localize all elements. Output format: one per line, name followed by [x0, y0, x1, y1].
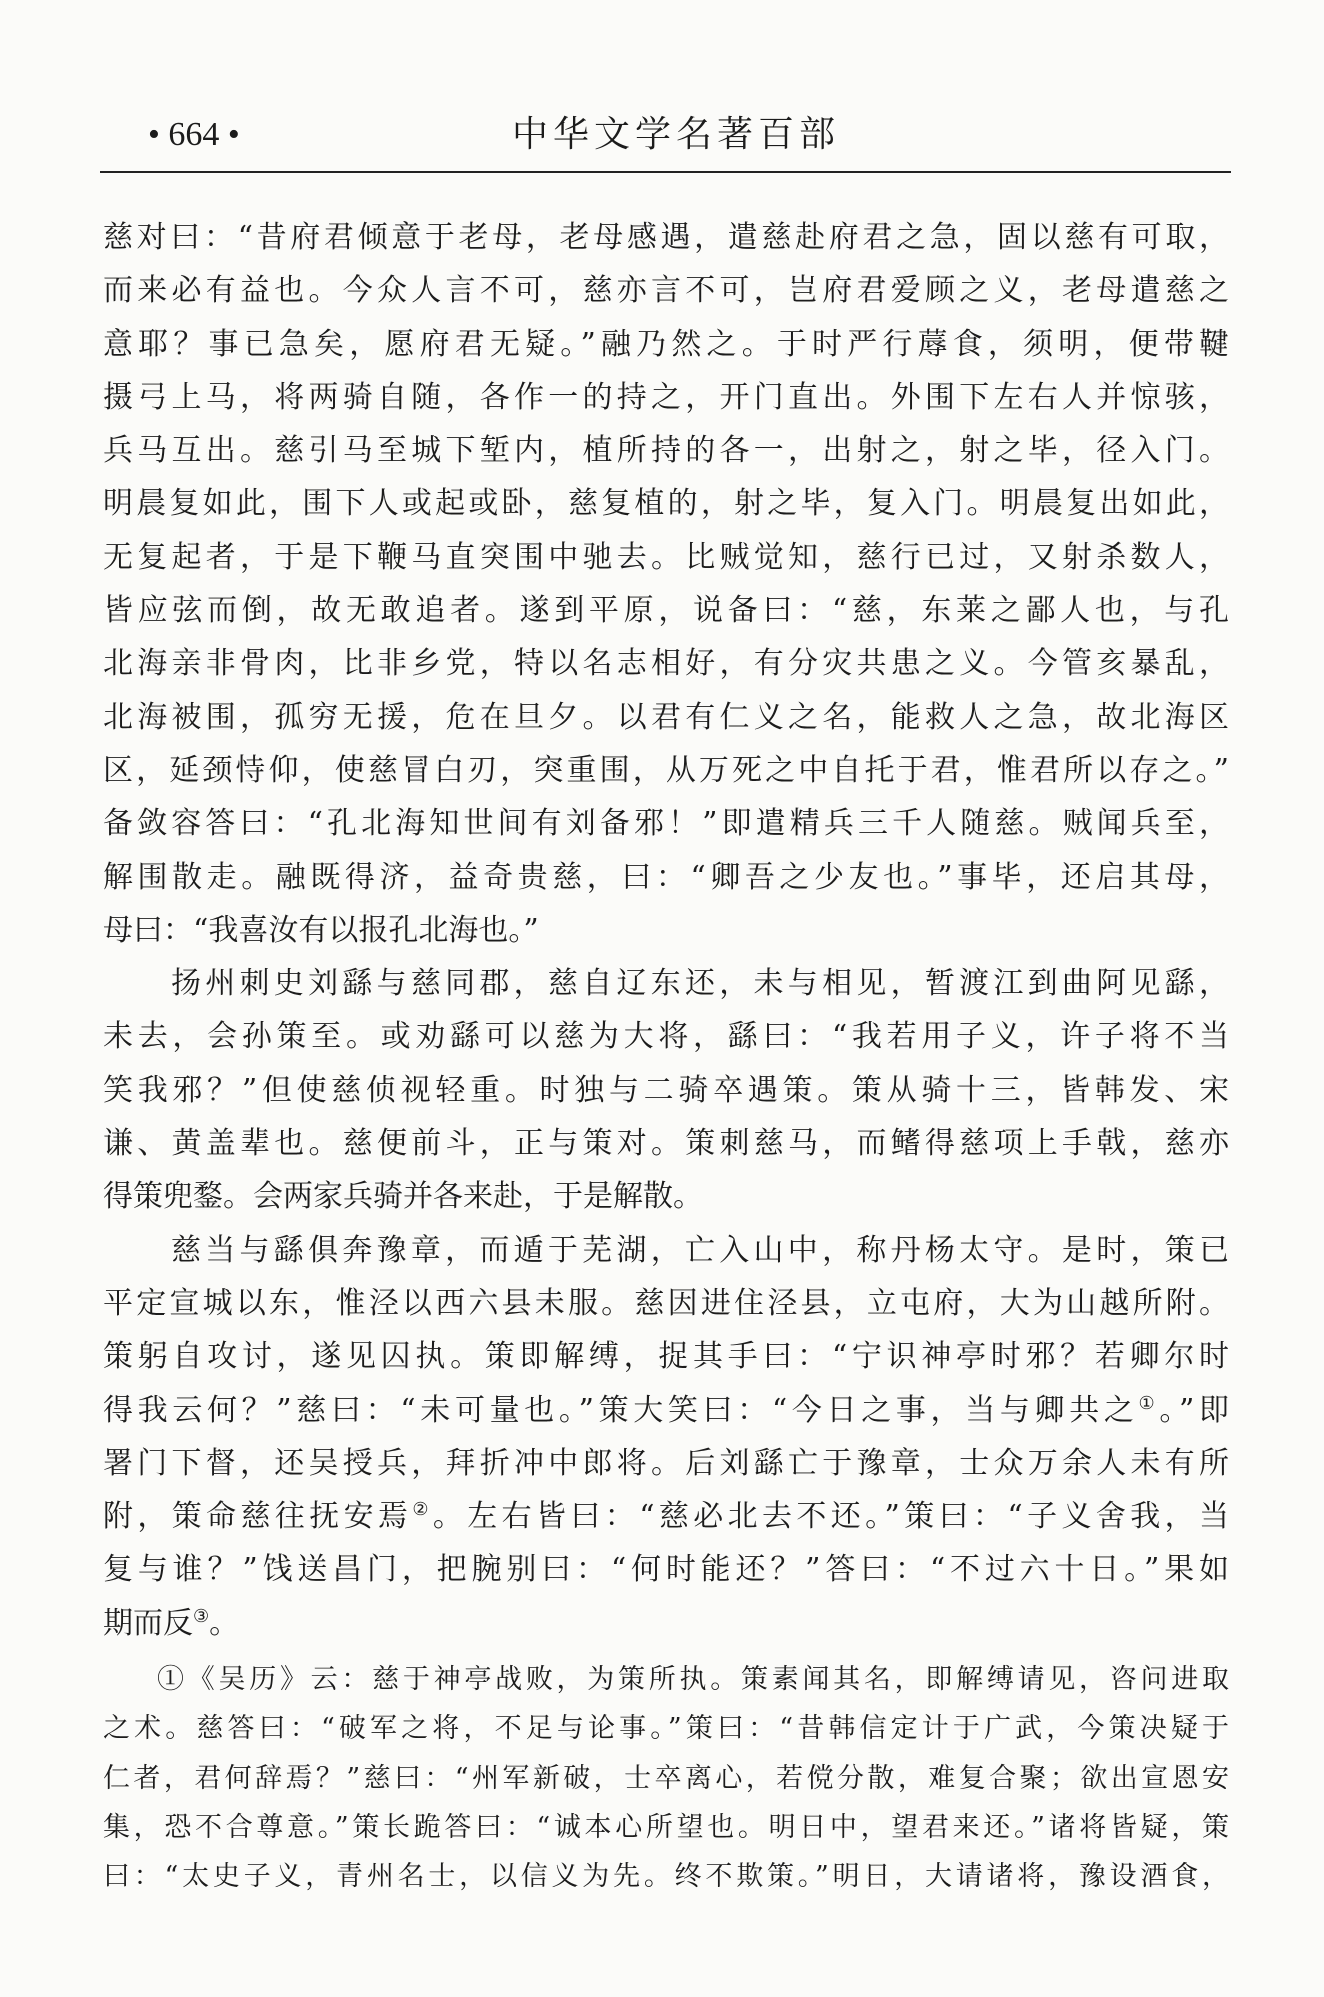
body-line: 备敛容答曰：“孔北海知世间有刘备邪！”即遣精兵三千人随慈。贼闻兵至，	[103, 806, 1229, 842]
body-line: 慈对曰：“昔府君倾意于老母，老母感遇，遣慈赴府君之急，固以慈有可取，	[103, 220, 1229, 255]
body-line: 意耶？事已急矣，愿府君无疑。”融乃然之。于时严行蓐食，须明，便带鞬	[103, 326, 1229, 362]
book-title: 中华文学名著百部	[512, 114, 841, 155]
footnote-line: 集，恐不合尊意。”策长跪答曰：“诚本心所望也。明日中，望君来还。”诸将皆疑，策	[103, 1811, 1229, 1843]
body-line: 而来必有益也。今众人言不可，慈亦言不可，岂府君爱顾之义，老母遣慈之	[103, 273, 1229, 309]
body-line	[103, 1490, 1229, 1543]
footnote-line: ①《吴历》云：慈于神亭战败，为策所执。策素闻其名，即解缚请见，咨问进取	[157, 1664, 1229, 1695]
body-line: 区，延颈恃仰，使慈冒白刃，突重围，从万死之中自托于君，惟君所以存之。”	[103, 752, 1229, 788]
body-line-text: 。	[209, 1605, 240, 1641]
body-line: 解围散走。融既得济，益奇贵慈，曰：“卿吾之少友也。”事毕，还启其母，	[103, 859, 1229, 895]
footnote-marker: ②	[412, 1499, 433, 1521]
body-line-paragraph-start: 慈当与繇俱奔豫章，而遁于芜湖，亡入山中，称丹杨太守。是时，策已	[171, 1232, 1229, 1268]
body-line-text: 。左右皆曰：“慈必北去不还。”策曰：“子义舍我，当	[432, 1499, 1229, 1535]
footnote-marker: ③	[193, 1605, 210, 1627]
footnote-line: 仁者，君何辞焉？”慈曰：“州军新破，士卒离心，若傥分散，难复合聚；欲出宣恩安	[103, 1762, 1229, 1794]
body-line: 皆应弦而倒，故无敢追者。遂到平原，说备曰：“慈，东莱之鄙人也，与孔	[103, 593, 1229, 629]
body-line: 复与谁？”饯送昌门，把腕别曰：“何时能还？”答曰：“不过六十日。”果如	[103, 1552, 1229, 1588]
body-line-text: 。”即	[1159, 1392, 1229, 1428]
body-line-paragraph-end: 母曰：“我喜汝有以报孔北海也。”	[103, 912, 539, 948]
body-line: 平定宣城以东，惟泾以西六县未服。慈因进住泾县，立屯府，大为山越所附。	[103, 1285, 1229, 1321]
body-line: 北海被围，孤穷无援，危在旦夕。以君有仁义之名，能救人之急，故北海区	[103, 699, 1229, 735]
footnote-line: 之术。慈答曰：“破军之将，不足与论事。”策曰：“昔韩信定计于广武，今策决疑于	[103, 1713, 1229, 1745]
body-line: 未去，会孙策至。或劝繇可以慈为大将，繇曰：“我若用子义，许子将不当	[103, 1019, 1229, 1055]
body-line-text: 附，策命慈往抚安焉	[103, 1499, 413, 1535]
body-line-text: 得我云何？”慈曰：“未可量也。”策大笑曰：“今日之事，当与卿共之	[103, 1392, 1139, 1428]
body-line: 明晨复如此，围下人或起或卧，慈复植的，射之毕，复入门。明晨复出如此，	[103, 486, 1229, 522]
body-line-paragraph-end: 得策兜鍪。会两家兵骑并各来赴，于是解散。	[103, 1179, 703, 1215]
body-line: 兵马互出。慈引马至城下堑内，植所持的各一，出射之，射之毕，径入门。	[103, 433, 1229, 469]
body-line: 笑我邪？”但使慈侦视轻重。时独与二骑卒遇策。策从骑十三，皆韩发、宋	[103, 1072, 1229, 1108]
body-text	[103, 211, 1229, 1650]
body-line-paragraph-end	[103, 1597, 1229, 1650]
page-number: • 664 •	[148, 116, 240, 153]
body-line: 策躬自攻讨，遂见囚执。策即解缚，捉其手曰：“宁识神亭时邪？若卿尔时	[103, 1339, 1229, 1375]
body-line: 摄弓上马，将两骑自随，各作一的持之，开门直出。外围下左右人并惊骇，	[103, 379, 1229, 415]
footnote-line: 曰：“太史子义，青州名士，以信义为先。终不欺策。”明日，大请诸将，豫设酒食，	[103, 1861, 1229, 1892]
body-line-text: 期而反	[103, 1605, 193, 1641]
footnotes	[103, 1655, 1229, 1901]
footnote-marker: ①	[1138, 1392, 1160, 1414]
body-line: 署门下督，还吴授兵，拜折冲中郎将。后刘繇亡于豫章，士众万余人未有所	[103, 1445, 1229, 1481]
body-line: 无复起者，于是下鞭马直突围中驰去。比贼觉知，慈行已过，又射杀数人，	[103, 539, 1229, 575]
header-rule	[100, 171, 1231, 173]
body-line	[103, 1384, 1229, 1437]
body-line: 谦、黄盖辈也。慈便前斗，正与策对。策刺慈马，而鳍得慈项上手戟，慈亦	[103, 1126, 1229, 1162]
body-line: 北海亲非骨肉，比非乡党，特以名志相好，有分灾共患之义。今管亥暴乱，	[103, 646, 1229, 682]
body-line-paragraph-start: 扬州刺史刘繇与慈同郡，慈自辽东还，未与相见，暂渡江到曲阿见繇，	[171, 966, 1229, 1002]
